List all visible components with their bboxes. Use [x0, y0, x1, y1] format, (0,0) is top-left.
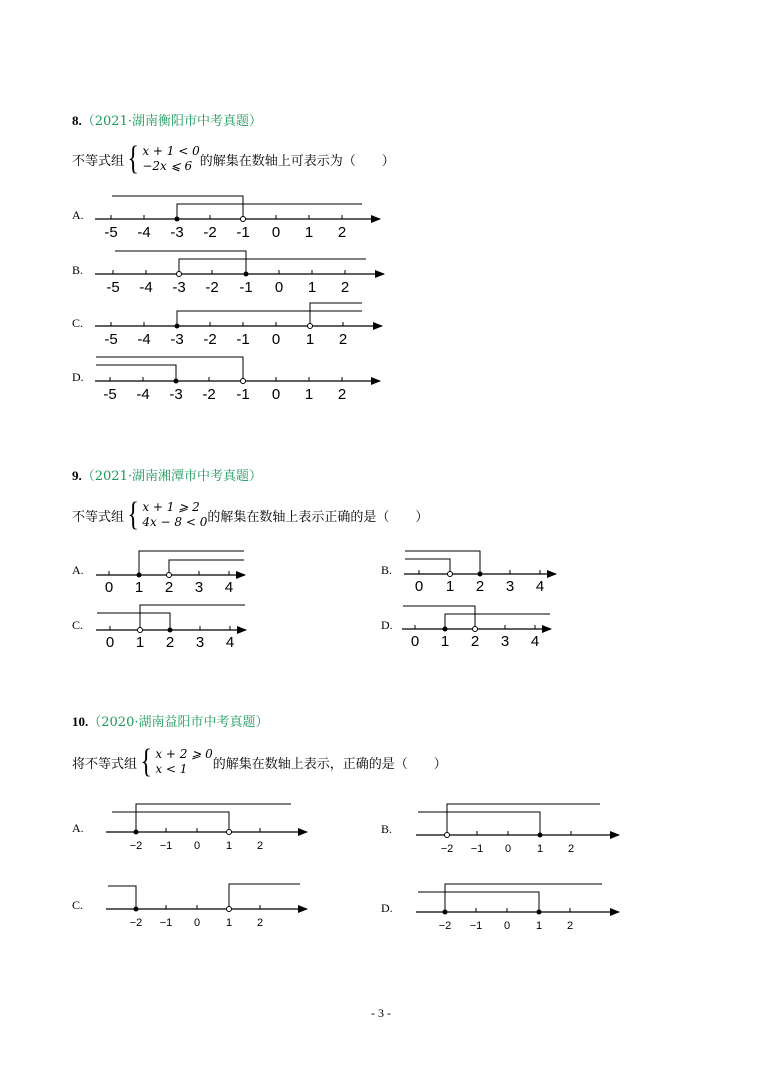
tick-label: -1: [239, 279, 253, 296]
tick-label: -1: [236, 386, 250, 403]
question-number: 9.: [72, 468, 82, 483]
tick-label: 2: [164, 579, 174, 596]
option-label-a[interactable]: A.: [72, 208, 84, 222]
q10-option-d-number-line[interactable]: [416, 884, 619, 932]
inequality-2: −2x ⩽ 6: [142, 159, 193, 173]
tick-label: 3: [500, 633, 510, 650]
tick-label: -5: [104, 224, 118, 241]
inequality-1: x + 1 < 0: [142, 144, 200, 158]
option-label-c[interactable]: C.: [72, 316, 84, 330]
option-label-a[interactable]: A.: [72, 563, 84, 577]
tick-label: 2: [338, 331, 348, 348]
tick-label: 2: [470, 633, 480, 650]
tick-label: 1: [304, 386, 314, 403]
tick-label: 2: [256, 917, 264, 929]
q9-option-a-number-line[interactable]: [96, 551, 245, 596]
tick-label: 1: [304, 224, 314, 241]
tick-label: -3: [172, 279, 186, 296]
tick-label: 0: [193, 840, 201, 852]
tick-label: -5: [106, 279, 120, 296]
stem-suffix: 的解集在数轴上可表示为（ ）: [199, 153, 395, 169]
tick-label: 2: [256, 840, 264, 852]
tick-label: 4: [224, 579, 234, 596]
tick-label: -1: [236, 331, 250, 348]
tick-label: 2: [566, 920, 574, 932]
tick-label: −2: [440, 843, 454, 855]
tick-label: 0: [503, 920, 511, 932]
question-source: （2021·湖南衡阳市中考真题）: [81, 114, 262, 129]
tick-label: 0: [271, 386, 281, 403]
tick-label: 4: [225, 634, 235, 651]
q9-option-c-number-line[interactable]: [96, 605, 246, 651]
brace-symbol: {: [127, 496, 139, 533]
option-label-b[interactable]: B.: [381, 563, 393, 577]
tick-label: 0: [271, 331, 281, 348]
tick-label: -4: [136, 386, 150, 403]
tick-label: 0: [193, 917, 201, 929]
tick-label: 0: [414, 578, 424, 595]
tick-label: 2: [165, 634, 175, 651]
tick-label: 1: [134, 579, 144, 596]
tick-label: -1: [236, 224, 250, 241]
tick-label: -3: [169, 386, 183, 403]
question-source: （2021·湖南湘潭市中考真题）: [81, 469, 262, 484]
tick-label: 1: [440, 633, 450, 650]
tick-label: 3: [194, 579, 204, 596]
tick-label: -2: [202, 386, 216, 403]
tick-label: -4: [139, 279, 153, 296]
tick-label: -2: [203, 224, 217, 241]
inequality-2: x < 1: [155, 762, 188, 776]
tick-label: -3: [170, 224, 184, 241]
tick-label: 0: [504, 843, 512, 855]
tick-label: 1: [535, 920, 543, 932]
tick-label: 0: [271, 224, 281, 241]
tick-label: 1: [225, 917, 233, 929]
tick-label: −2: [129, 840, 143, 852]
tick-label: 0: [105, 634, 115, 651]
tick-label: 1: [225, 840, 233, 852]
tick-label: −2: [129, 917, 143, 929]
option-label-b[interactable]: B.: [381, 822, 393, 836]
tick-label: −1: [469, 920, 483, 932]
option-label-c[interactable]: C.: [72, 618, 84, 632]
tick-label: -5: [104, 331, 118, 348]
inequality-system: [142, 500, 207, 530]
tick-label: 1: [305, 331, 315, 348]
tick-label: 0: [274, 279, 284, 296]
inequality-2: 4x − 8 < 0: [142, 515, 208, 529]
tick-label: -5: [103, 386, 117, 403]
question-number: 10.: [72, 714, 89, 729]
tick-label: 0: [410, 633, 420, 650]
tick-label: -4: [137, 224, 151, 241]
option-label-d[interactable]: D.: [381, 901, 393, 915]
tick-label: 0: [104, 579, 114, 596]
tick-label: −1: [159, 917, 173, 929]
tick-label: 1: [536, 843, 544, 855]
q10-option-a-number-line[interactable]: [106, 804, 307, 852]
q10-option-b-number-line[interactable]: [416, 804, 619, 855]
tick-label: -2: [203, 331, 217, 348]
tick-label: 3: [505, 578, 515, 595]
brace-symbol: {: [127, 140, 139, 177]
tick-label: 4: [535, 578, 545, 595]
tick-label: 2: [475, 578, 485, 595]
tick-label: 1: [135, 634, 145, 651]
tick-label: 2: [337, 386, 347, 403]
tick-label: 1: [307, 279, 317, 296]
q9-option-b-number-line[interactable]: [404, 551, 556, 595]
stem-prefix: 将不等式组: [72, 756, 138, 772]
q8-option-a-number-line[interactable]: [95, 196, 380, 241]
option-label-c[interactable]: C.: [72, 898, 84, 912]
option-label-b[interactable]: B.: [72, 263, 84, 277]
stem-prefix: 不等式组: [72, 509, 125, 525]
tick-label: -4: [137, 331, 151, 348]
q8-option-d-number-line[interactable]: [95, 357, 380, 403]
inequality-1: x + 1 ⩾ 2: [142, 500, 200, 514]
stem-suffix: 的解集在数轴上表示，正确的是（ ）: [212, 756, 447, 772]
option-label-d[interactable]: D.: [72, 370, 84, 384]
tick-label: -3: [170, 331, 184, 348]
inequality-system: [155, 747, 212, 777]
inequality-1: x + 2 ⩾ 0: [155, 747, 213, 761]
tick-label: 4: [530, 633, 540, 650]
question-10-stem: [72, 745, 447, 779]
tick-label: 2: [337, 224, 347, 241]
question-number: 8.: [72, 113, 82, 128]
tick-label: 1: [445, 578, 455, 595]
question-9-stem: [72, 498, 428, 532]
page-number: - 3 -: [371, 1006, 391, 1020]
tick-label: −2: [438, 920, 452, 932]
q9-option-d-number-line[interactable]: [402, 606, 551, 650]
question-9-header: [72, 465, 262, 484]
tick-label: 2: [340, 279, 350, 296]
tick-label: −1: [159, 840, 173, 852]
q8-option-b-number-line[interactable]: [95, 251, 384, 296]
option-label-d[interactable]: D.: [381, 618, 393, 632]
option-label-a[interactable]: A.: [72, 821, 84, 835]
question-10-header: [72, 711, 268, 730]
tick-label: 2: [567, 843, 575, 855]
brace-symbol: {: [140, 743, 152, 780]
question-source: （2020·湖南益阳市中考真题）: [88, 715, 269, 730]
tick-label: 3: [195, 634, 205, 651]
q10-option-c-number-line[interactable]: [106, 884, 307, 929]
stem-suffix: 的解集在数轴上表示正确的是（ ）: [207, 509, 429, 525]
tick-label: −1: [470, 843, 484, 855]
stem-prefix: 不等式组: [72, 153, 125, 169]
q8-option-c-number-line[interactable]: [95, 303, 382, 348]
tick-label: -2: [205, 279, 219, 296]
